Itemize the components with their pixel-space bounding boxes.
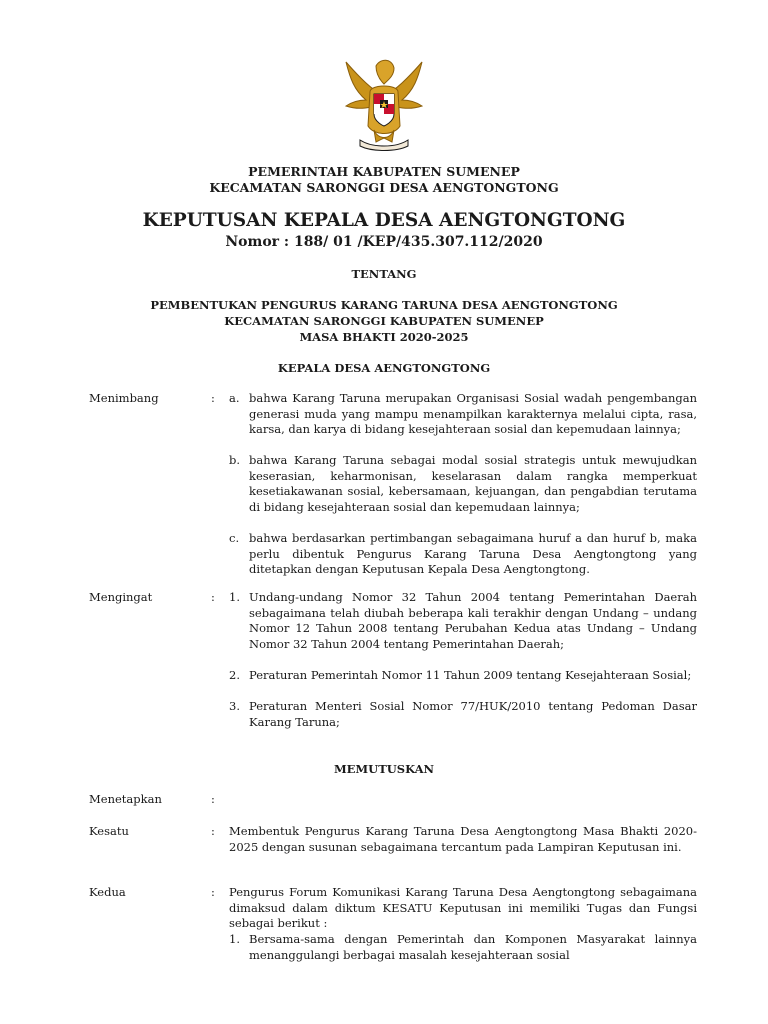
kedua-section: [89, 885, 697, 981]
colon: :: [211, 391, 215, 405]
tentang-heading: TENTANG: [351, 267, 417, 281]
colon: :: [211, 792, 215, 806]
decree-subject: [0, 297, 768, 345]
garuda-emblem-icon: [336, 56, 432, 152]
kedua-text: Pengurus Forum Komunikasi Karang Taruna Desa Aengtongtong sebagaimana dimaksud dalam diktum KESATU Keputusan ini memiliki Tugas dan Fungsi sebagai berikut :: [229, 885, 697, 931]
menimbang-item: [229, 391, 697, 438]
item-marker: c.: [229, 531, 240, 545]
kesatu-text: Membentuk Pengurus Karang Taruna Desa Aengtongtong Masa Bhakti 2020-2025 dengan susunan sebagaimana tercantum pada Lampiran Keputusan ini.: [229, 824, 697, 854]
menetapkan-label: Menetapkan: [89, 792, 162, 806]
menimbang-label: Menimbang: [89, 391, 159, 405]
decree-title: KEPUTUSAN KEPALA DESA AENGTONGTONG: [142, 210, 626, 231]
gov-line-2: KECAMATAN SARONGGI DESA AENGTONGTONG: [209, 180, 559, 195]
item-text: bahwa Karang Taruna merupakan Organisasi Sosial wadah pengembangan generasi muda yang mampu menampilkan karakternya melalui cipta, rasa, karsa, dan karya di bidang kesejahteraan sosial dan kepemudaan lainnya;: [249, 391, 697, 437]
colon: :: [211, 885, 215, 899]
subject-line-1: PEMBENTUKAN PENGURUS KARANG TARUNA DESA AENGTONGTONG: [150, 298, 618, 312]
menetapkan-section: [89, 792, 697, 810]
kesatu-section: [89, 824, 697, 874]
item-text: bahwa berdasarkan pertimbangan sebagaimana huruf a dan huruf b, maka perlu dibentuk Pengurus Karang Taruna Desa Aengtongtong yang ditetapkan dengan Keputusan Kepala Desa Aengtongtong.: [249, 531, 697, 577]
kedua-item: [229, 932, 697, 963]
government-header: [0, 164, 768, 196]
menimbang-item: [229, 531, 697, 578]
colon: :: [211, 824, 215, 838]
item-text: Peraturan Menteri Sosial Nomor 77/HUK/2010 tentang Pedoman Dasar Karang Taruna;: [249, 699, 697, 729]
item-marker: 3.: [229, 699, 240, 713]
subject-line-2: KECAMATAN SARONGGI KABUPATEN SUMENEP: [224, 314, 544, 328]
issuer-heading: KEPALA DESA AENGTONGTONG: [277, 361, 491, 375]
item-text: Bersama-sama dengan Pemerintah dan Komponen Masyarakat lainnya menanggulangi berbagai masalah kesejahteraan sosial: [249, 932, 697, 962]
memutuskan-heading: MEMUTUSKAN: [333, 762, 435, 776]
kedua-label: Kedua: [89, 885, 126, 899]
gov-line-1: PEMERINTAH KABUPATEN SUMENEP: [248, 164, 520, 179]
item-text: bahwa Karang Taruna sebagai modal sosial strategis untuk mewujudkan keserasian, keharmonisan, keselarasan dalam rangka memperkuat kesetiakawanan sosial, kebersamaan, kejuangan, dan pengabdian terutama di bidang kesejahteraan sosial dan kepemudaan lainnya;: [249, 453, 697, 514]
mengingat-item: [229, 699, 697, 730]
mengingat-section: [89, 590, 697, 740]
subject-line-3: MASA BHAKTI 2020-2025: [299, 330, 469, 344]
mengingat-item: [229, 590, 697, 652]
menimbang-item: [229, 453, 697, 515]
decree-number: Nomor : 188/ 01 /KEP/435.307.112/2020: [225, 234, 543, 250]
mengingat-item: [229, 668, 697, 684]
menimbang-section: [89, 391, 697, 591]
item-text: Peraturan Pemerintah Nomor 11 Tahun 2009 tentang Kesejahteraan Sosial;: [249, 668, 692, 682]
item-marker: a.: [229, 391, 240, 405]
kesatu-label: Kesatu: [89, 824, 129, 838]
item-marker: 2.: [229, 668, 240, 682]
item-marker: b.: [229, 453, 241, 467]
item-marker: 1.: [229, 590, 240, 604]
colon: :: [211, 590, 215, 604]
item-marker: 1.: [229, 932, 240, 946]
item-text: Undang-undang Nomor 32 Tahun 2004 tentang Pemerintahan Daerah sebagaimana telah diubah beberapa kali terakhir dengan Undang – undang Nomor 12 Tahun 2008 tentang Perubahan Kedua atas Undang – Undang Nomor 32 Tahun 2004 tentang Pemerintahan Daerah;: [249, 590, 697, 651]
mengingat-label: Mengingat: [89, 590, 153, 604]
